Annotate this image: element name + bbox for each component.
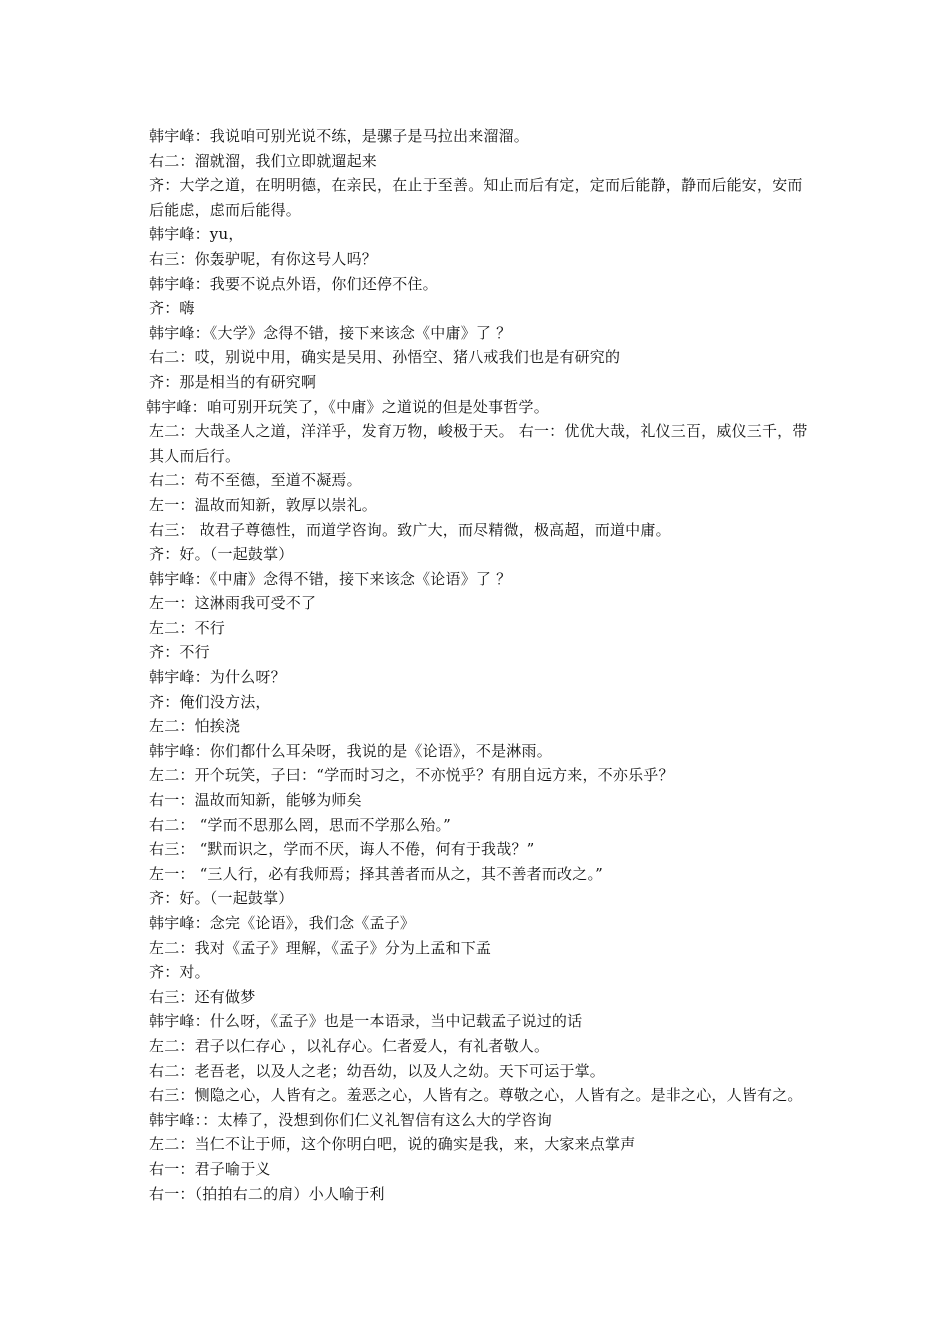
dialogue-line: 右一：温故而知新，能够为师矣 xyxy=(149,791,362,810)
dialogue-line: 左二：开个玩笑，子曰：“学而时习之，不亦悦乎？有朋自远方来，不亦乐乎？ xyxy=(149,766,674,785)
dialogue-line: 韩宇峰：你们都什么耳朵呀，我说的是《论语》，不是淋雨。 xyxy=(149,741,552,760)
dialogue-line: 齐：那是相当的有研究啊 xyxy=(149,372,317,391)
dialogue-line: 左一： “三人行，必有我师焉；择其善者而从之，其不善者而改之。” xyxy=(149,864,604,883)
dialogue-line: 右一：（拍拍右二的肩）小人喻于利 xyxy=(149,1184,385,1203)
dialogue-line: 齐：大学之道，在明明德，在亲民，在止于至善。知止而后有定，定而后能静，静而后能安，安而后能虑，虑而后能得。 xyxy=(149,176,803,219)
dialogue-line: 齐：好。（一起鼓掌） xyxy=(149,545,294,564)
dialogue-line: 齐：对。 xyxy=(149,963,210,982)
dialogue-line: 韩宇峰：念完《论语》，我们念《孟子》 xyxy=(149,914,416,932)
dialogue-line: 左一：温故而知新，敦厚以崇礼。 xyxy=(149,495,378,514)
dialogue-line: 韩宇峰：为什么呀？ xyxy=(149,668,286,687)
dialogue-line: 左二：不行 xyxy=(149,618,226,637)
dialogue-script xyxy=(146,124,814,1206)
dialogue-line: 右二： “学而不思那么罔，思而不学那么殆。” xyxy=(149,815,452,834)
dialogue-line: 右三： 故君子尊德性，而道学咨询。致广大，而尽精微，极高超，而道中庸。 xyxy=(149,520,671,539)
dialogue-line: 左二：当仁不让于师，这个你明白吧，说的确实是我，来，大家来点掌声 xyxy=(149,1135,636,1154)
dialogue-line: 左一：这淋雨我可受不了 xyxy=(149,594,317,613)
dialogue-line: 右三：你轰驴呢，有你这号人吗？ xyxy=(149,249,378,268)
dialogue-line: 韩宇峰：什么呀，《孟子》也是一本语录，当中记载孟子说过的话 xyxy=(149,1012,583,1031)
dialogue-line: 右二：苟不至德，至道不凝焉。 xyxy=(149,471,362,490)
dialogue-line: 左二：我对《孟子》理解，《孟子》分为上孟和下孟 xyxy=(149,938,492,957)
dialogue-line: 韩宇峰：咱可别开玩笑了，《中庸》之道说的但是处事哲学。 xyxy=(146,397,549,416)
dialogue-line: 右二：溜就溜，我们立即就遛起来 xyxy=(149,151,378,170)
dialogue-line: 左二：怕挨浇 xyxy=(149,717,241,736)
dialogue-line: 齐：不行 xyxy=(149,643,210,662)
dialogue-line: 韩宇峰：我说咱可别光说不练，是骡子是马拉出来溜溜。 xyxy=(149,127,530,145)
dialogue-line: 齐：好。（一起鼓掌） xyxy=(149,889,294,908)
dialogue-line: 右三：恻隐之心，人皆有之。羞恶之心，人皆有之。尊敬之心，人皆有之。是非之心，人皆有之。韩宇峰：：太棒了，没想到你们仁义礼智信有这么大的学咨询 xyxy=(149,1086,803,1129)
dialogue-line: 韩宇峰：yu， xyxy=(149,225,244,244)
dialogue-line: 韩宇峰：《中庸》念得不错，接下来该念《论语》了 ？ xyxy=(149,569,512,588)
dialogue-line: 右一：君子喻于义 xyxy=(149,1159,271,1178)
dialogue-line: 齐：俺们没方法， xyxy=(149,692,271,711)
dialogue-line: 韩宇峰：我要不说点外语，你们还停不住。 xyxy=(149,274,438,293)
dialogue-line: 右二：老吾老，以及人之老；幼吾幼，以及人之幼。天下可运于掌。 xyxy=(149,1061,606,1080)
dialogue-line: 左二：大哉圣人之道，洋洋乎，发育万物，峻极于天。 右一：优优大哉，礼仪三百，威仪三千，带其人而后行。 xyxy=(149,422,808,465)
dialogue-line: 左二：君子以仁存心 ，以礼存心。仁者爱人，有礼者敬人。 xyxy=(149,1036,550,1055)
dialogue-line: 右三： “默而识之，学而不厌，诲人不倦，何有于我哉？” xyxy=(149,840,535,859)
dialogue-line: 韩宇峰：《大学》念得不错，接下来该念《中庸》了 ？ xyxy=(149,323,512,342)
dialogue-line: 右二：哎，别说中用，确实是吴用、孙悟空、猪八戒我们也是有研究的 xyxy=(149,348,621,367)
dialogue-line: 右三：还有做梦 xyxy=(149,987,256,1006)
dialogue-line: 齐：嗨 xyxy=(149,299,195,318)
